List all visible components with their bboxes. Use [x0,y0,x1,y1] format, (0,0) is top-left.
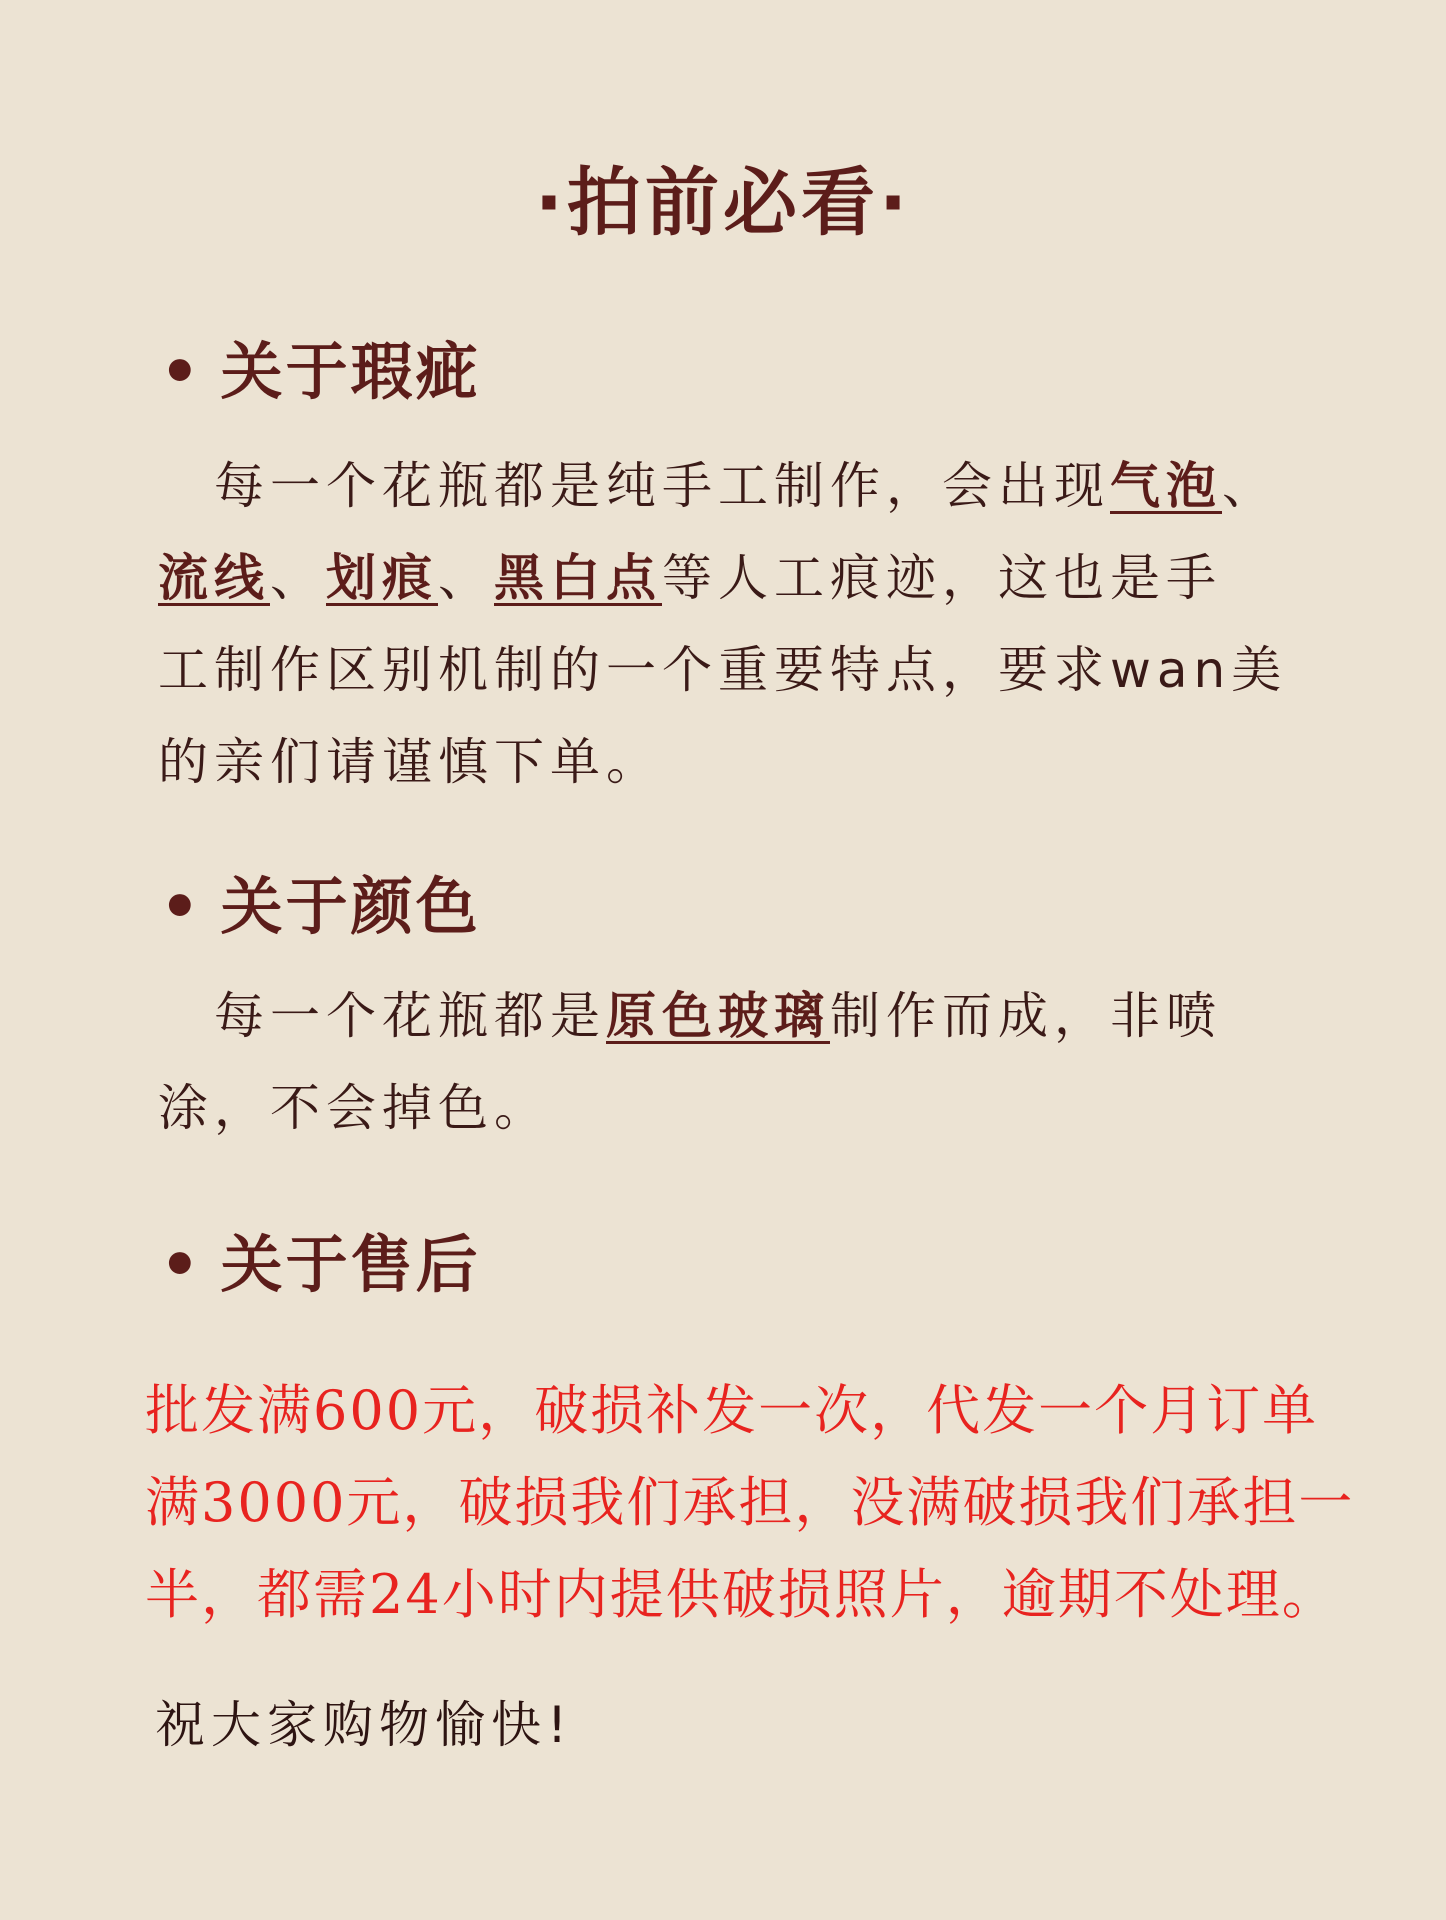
text-segment: 、 [438,549,494,607]
closing-message: 祝大家购物愉快! [155,1696,574,1754]
policy-line: 半，都需24小时内提供破损照片，逾期不处理。 [145,1563,1338,1626]
bullet-icon: • [160,335,203,408]
bullet-icon: • [160,1228,203,1301]
highlighted-term: 气泡 [1110,457,1222,515]
section-body-flaws [158,440,1338,808]
text-segment: 等人工痕迹，这也是手 [662,549,1222,607]
text-line [158,970,1338,1062]
text-segment: 每一个花瓶都是纯手工制作，会出现 [158,457,1110,515]
text-segment: 、 [1222,457,1278,515]
text-line [158,532,1338,624]
section-heading-after-sales [160,1228,481,1302]
text-line [158,1062,1338,1154]
text-line [158,440,1338,532]
text-segment: 制作而成，非喷 [830,987,1222,1045]
text-segment: 每一个花瓶都是 [158,987,606,1045]
text-segment: 工制作区别机制的一个重要特点，要求wan美 [158,641,1288,699]
highlighted-term: 流线 [158,549,270,607]
highlighted-term: 原色玻璃 [606,987,830,1045]
section-body-color [158,970,1338,1154]
section-heading-label: 关于售后 [220,1228,481,1301]
highlighted-term: 黑白点 [494,549,662,607]
text-line [158,716,1338,808]
after-sales-policy [145,1365,1405,1641]
text-segment: 、 [270,549,326,607]
text-segment: 涂，不会掉色。 [158,1079,550,1137]
text-line [158,624,1338,716]
policy-line: 批发满600元，破损补发一次，代发一个月订单 [145,1379,1319,1442]
bullet-icon: • [160,870,203,943]
highlighted-term: 划痕 [326,549,438,607]
section-heading-label: 关于瑕疵 [220,335,481,408]
policy-line: 满3000元，破损我们承担，没满破损我们承担一 [145,1471,1355,1534]
section-heading-color [160,870,481,944]
page-title: ·拍前必看· [534,160,912,246]
text-segment: 的亲们请谨慎下单。 [158,733,662,791]
section-heading-flaws [160,335,481,409]
section-heading-label: 关于颜色 [220,870,481,943]
